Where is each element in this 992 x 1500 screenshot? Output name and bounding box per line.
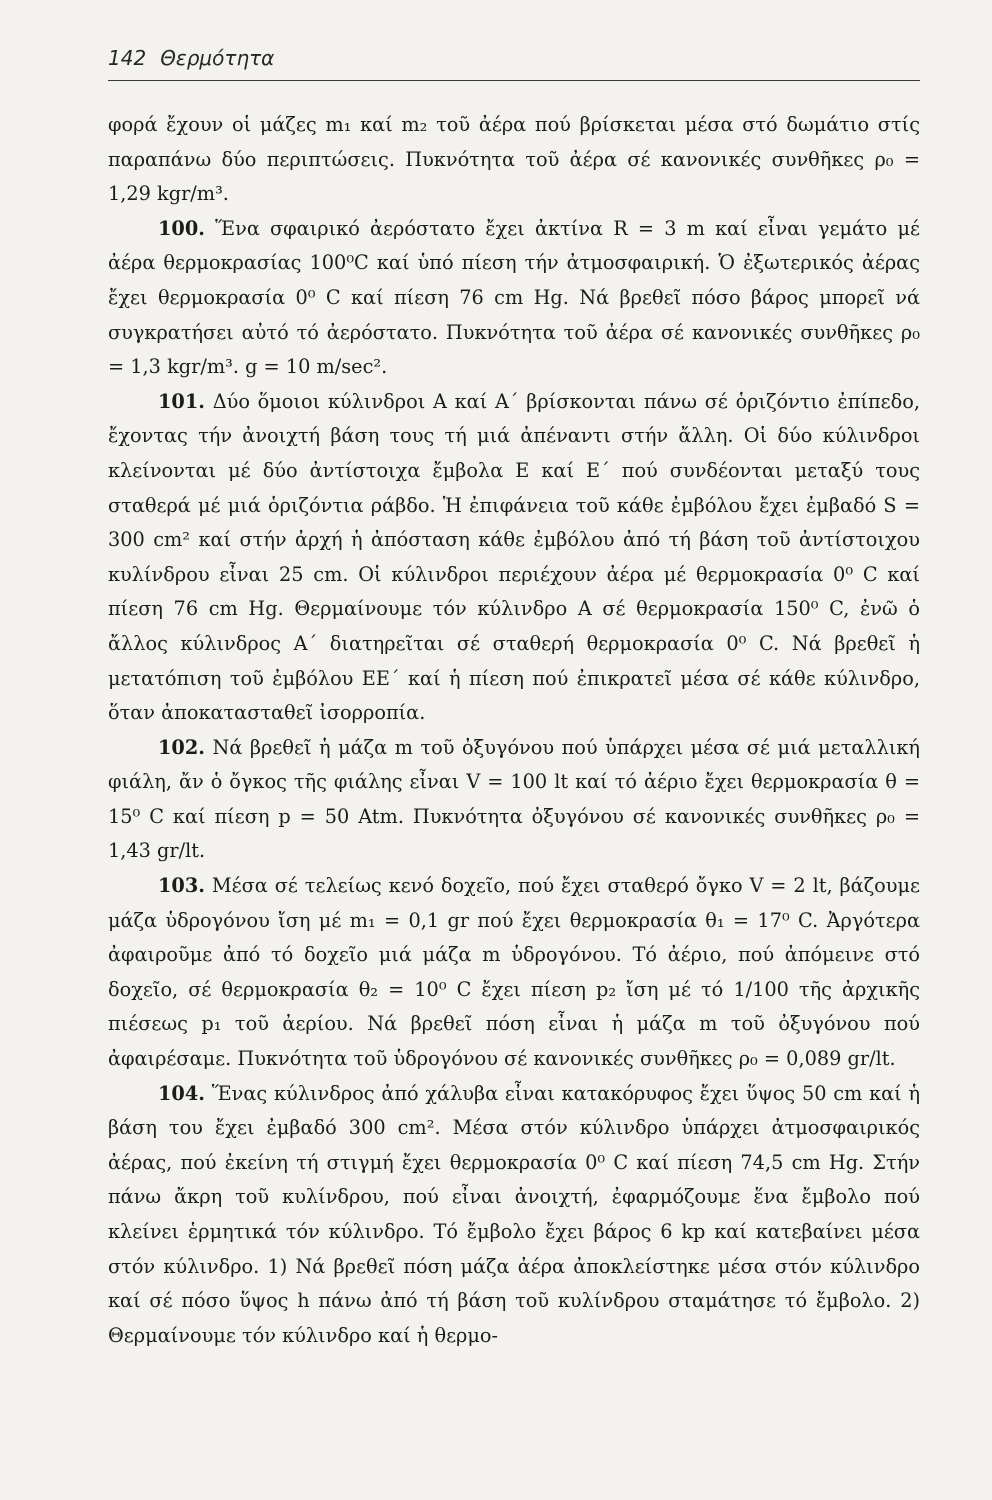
problem-number: 104. (158, 1081, 205, 1105)
problem-text: Ἕνας κύλινδρος ἀπό χάλυβα εἶναι κατακόρυφος ἔχει ὕψος 50 cm καί ἡ βάση του ἔχει ἐμβαδό 300 cm². Μέσα στόν κύλινδρο ὑπάρχει ἀτμοσφαιρικός ἀέρας, πού ἐκείνη τή στιγμή ἔχει θερμοκρασία 0⁰ C καί πίεση 74,5 cm Hg. Στήν πάνω ἄκρη τοῦ κυλίνδρου, πού εἶναι ἀνοιχτή, ἐφαρμόζουμε ἕνα ἔμβολο πού κλείνει ἑρμητικά τόν κύλινδρο. Τό ἔμβολο ἔχει βάρος 6 kp καί κατεβαίνει μέσα στόν κύλινδρο. 1) Νά βρεθεῖ πόση μάζα ἀέρα ἀποκλείστηκε μέσα στόν κύλινδρο καί σέ πόσο ὕψος h πάνω ἀπό τή βάση τοῦ κυλίνδρου σταμάτησε τό ἔμβολο. 2) Θερμαίνουμε τόν κύλινδρο καί ἡ θερμο- (108, 1081, 920, 1347)
running-title: Θερμότητα (160, 46, 275, 70)
problem-number: 102. (158, 735, 205, 759)
problem-text: Μέσα σέ τελείως κενό δοχεῖο, πού ἔχει σταθερό ὄγκο V = 2 lt, βάζουμε μάζα ὑδρογόνου ἴση μέ m₁ = 0,1 gr πού ἔχει θερμοκρασία θ₁ = 17⁰ C. Ἀργότερα ἀφαιροῦμε ἀπό τό δοχεῖο μιά μάζα m ὑδρογόνου. Τό ἀέριο, πού ἀπόμεινε στό δοχεῖο, σέ θερμοκρασία θ₂ = 10⁰ C ἔχει πίεση p₂ ἴση μέ τό 1/100 τῆς ἀρχικῆς πιέσεως p₁ τοῦ ἀερίου. Νά βρεθεῖ πόση εἶναι ἡ μάζα m τοῦ ὀξυγόνου πού ἀφαιρέσαμε. Πυκνότητα τοῦ ὑδρογόνου σέ κανονικές συνθῆκες ρ₀ = 0,089 gr/lt. (108, 874, 920, 1071)
problem-number: 103. (158, 874, 205, 898)
page-number: 142 (108, 46, 147, 70)
problem-number: 101. (158, 389, 205, 413)
header-rule (108, 80, 920, 81)
problem-101 (108, 385, 920, 731)
paragraph-continuation (108, 108, 920, 212)
paragraph-text: φορά ἔχουν οἱ μάζες m₁ καί m₂ τοῦ ἀέρα πού βρίσκεται μέσα στό δωμάτιο στίς παραπάνω δύο περιπτώσεις. Πυκνότητα τοῦ ἀέρα σέ κανονικές συνθῆκες ρ₀ = 1,29 kgr/m³. (108, 113, 920, 206)
problem-text: Νά βρεθεῖ ἡ μάζα m τοῦ ὀξυγόνου πού ὑπάρχει μέσα σέ μιά μεταλλική φιάλη, ἄν ὁ ὄγκος τῆς φιάλης εἶναι V = 100 lt καί τό ἀέριο ἔχει θερμοκρασία θ = 15⁰ C καί πίεση p = 50 Atm. Πυκνότητα ὀξυγόνου σέ κανονικές συνθῆκες ρ₀ = 1,43 gr/lt. (108, 735, 920, 863)
problem-102 (108, 731, 920, 869)
problem-number: 100. (158, 216, 205, 240)
page-header (108, 46, 920, 70)
page-body (108, 108, 920, 1353)
problem-104 (108, 1077, 920, 1354)
problem-103 (108, 869, 920, 1077)
problem-text: Ἕνα σφαιρικό ἀερόστατο ἔχει ἀκτίνα R = 3 m καί εἶναι γεμάτο μέ ἀέρα θερμοκρασίας 100⁰C καί ὑπό πίεση τήν ἀτμοσφαιρική. Ὁ ἐξωτερικός ἀέρας ἔχει θερμοκρασία 0⁰ C καί πίεση 76 cm Hg. Νά βρεθεῖ πόσο βάρος μπορεῖ νά συγκρατήσει αὐτό τό ἀερόστατο. Πυκνότητα τοῦ ἀέρα σέ κανονικές συνθῆκες ρ₀ = 1,3 kgr/m³. g = 10 m/sec². (108, 216, 920, 379)
problem-100 (108, 212, 920, 385)
problem-text: Δύο ὅμοιοι κύλινδροι Α καί Α΄ βρίσκονται πάνω σέ ὁριζόντιο ἐπίπεδο, ἔχοντας τήν ἀνοιχτή βάση τους τή μιά ἀπέναντι στήν ἄλλη. Οἱ δύο κύλινδροι κλείνονται μέ δύο ἀντίστοιχα ἔμβολα Ε καί Ε΄ πού συνδέονται μεταξύ τους σταθερά μέ μιά ὁριζόντια ράβδο. Ἡ ἐπιφάνεια τοῦ κάθε ἐμβόλου ἔχει ἐμβαδό S = 300 cm² καί στήν ἀρχή ἡ ἀπόσταση κάθε ἐμβόλου ἀπό τή βάση τοῦ ἀντίστοιχου κυλίνδρου εἶναι 25 cm. Οἱ κύλινδροι περιέχουν ἀέρα μέ θερμοκρασία 0⁰ C καί πίεση 76 cm Hg. Θερμαίνουμε τόν κύλινδρο Α σέ θερμοκρασία 150⁰ C, ἐνῶ ὁ ἄλλος κύλινδρος Α΄ διατηρεῖται σέ σταθερή θερμοκρασία 0⁰ C. Νά βρεθεῖ ἡ μετατόπιση τοῦ ἐμβόλου ΕΕ΄ καί ἡ πίεση πού ἐπικρατεῖ μέσα σέ κάθε κύλινδρο, ὅταν ἀποκατασταθεῖ ἰσορροπία. (108, 389, 920, 725)
